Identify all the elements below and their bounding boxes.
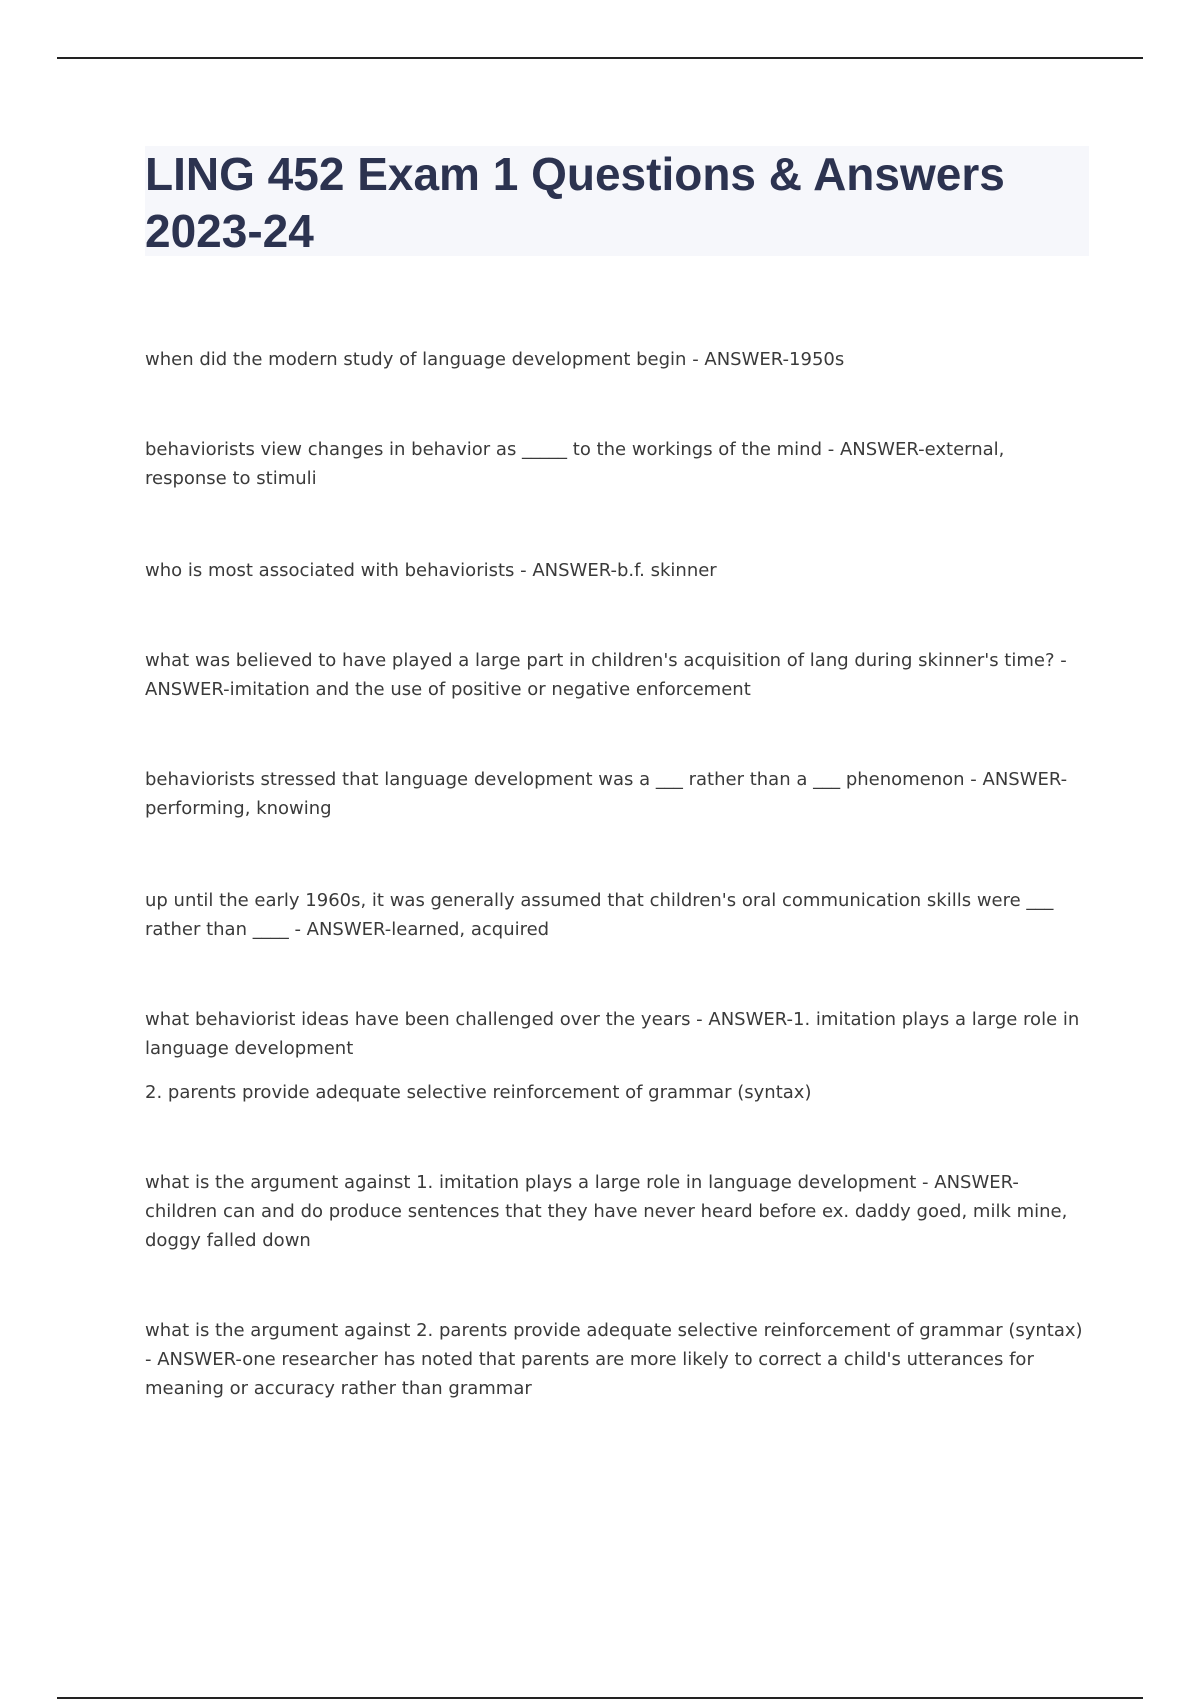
qa-item-1: when did the modern study of language development begin - ANSWER-1950s [145, 349, 845, 370]
title-block [145, 146, 1089, 256]
document-title: LING 452 Exam 1 Questions & Answers 2023-24 [145, 148, 1005, 257]
qa-item-9: what is the argument against 2. parents provide adequate selective reinforcement of grammar (syntax) - ANSWER-one researcher has noted that parents are more likely to correct a child's utterances for meaning or accuracy rather than grammar [145, 1320, 1083, 1399]
bottom-rule [57, 1697, 1143, 1699]
top-rule [57, 57, 1143, 59]
qa-item-6: up until the early 1960s, it was generally assumed that children's oral communication skills were ___ rather than ____ - ANSWER-learned, acquired [145, 890, 1054, 940]
qa-item-7-continuation: 2. parents provide adequate selective reinforcement of grammar (syntax) [145, 1082, 812, 1103]
qa-item-4: what was believed to have played a large part in children's acquisition of lang during skinner's time? - ANSWER-imitation and the use of positive or negative enforcement [145, 650, 1067, 700]
qa-list [145, 345, 1085, 1403]
qa-item-5: behaviorists stressed that language development was a ___ rather than a ___ phenomenon - ANSWER-performing, knowing [145, 769, 1068, 819]
qa-item-7: what behaviorist ideas have been challenged over the years - ANSWER-1. imitation plays a large role in language development [145, 1009, 1080, 1059]
qa-item-3: who is most associated with behaviorists - ANSWER-b.f. skinner [145, 560, 717, 581]
qa-item-8: what is the argument against 1. imitation plays a large role in language development - ANSWER-children can and do produce sentences that they have never heard before ex. daddy goed, milk mine, doggy falled down [145, 1172, 1068, 1251]
qa-item-2: behaviorists view changes in behavior as _____ to the workings of the mind - ANSWER-external, response to stimuli [145, 439, 1005, 489]
